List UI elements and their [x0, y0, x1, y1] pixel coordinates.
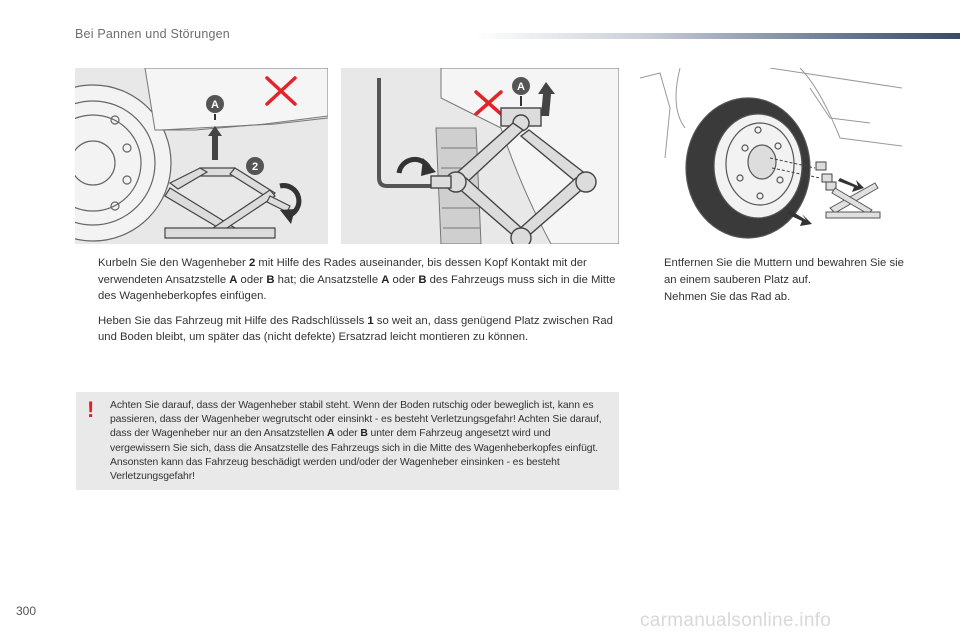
warning-text: Achten Sie darauf, dass der Wagenheber stabil steht. Wenn der Boden rutschig oder beweglich ist, kann es passieren, dass der Wagenheber wegrutscht oder einsinkt - es besteht Verletzungsgefahr! Achten Sie darauf, dass der Wagenheber nur an den Ansatzstellen A oder B unter dem Fahrzeug angesetzt wird und vergewissern Sie sich, dass die Ansatzstelle des Fahrzeugs sich in die Mitte des Wagenheberkopfes einfügt. Ansonsten kann das Fahrzeug beschädigt werden und/oder der Wagenheber einsinken - es besteht Verletzungsgefahr! [110, 400, 602, 483]
instruction-step-crank-jack [76, 255, 621, 305]
svg-text:A: A [517, 81, 525, 93]
spare-wheel-drawing [686, 98, 810, 238]
svg-text:2: 2 [251, 161, 259, 173]
scissor-jack-drawing [165, 168, 290, 238]
svg-text:A: A [211, 99, 219, 111]
instruction-step-remove-nuts [642, 255, 904, 288]
warning-exclamation-icon: ! [87, 397, 95, 422]
wheel-removal-illustration [640, 68, 902, 244]
rotate-arrow-icon [399, 158, 436, 176]
instructions-right-column [642, 255, 904, 307]
step-text: Kurbeln Sie den Wagenheber 2 mit Hilfe des Rades auseinander, bis dessen Kopf Kontakt mit der verwendeten Ansatzstelle A oder B hat; die Ansatzstelle A oder B des Fahrzeugs muss sich in die Mitte des Wagenheberkopfes einfügen. [98, 257, 616, 302]
section-header-bar [475, 33, 960, 39]
safety-warning-box [76, 392, 619, 490]
instruction-step-lift-vehicle [76, 313, 621, 346]
instruction-step-remove-wheel [642, 289, 904, 306]
step-text: Nehmen Sie das Rad ab. [664, 291, 791, 303]
step-text: Heben Sie das Fahrzeug mit Hilfe des Radschlüssels 1 so weit an, dass genügend Platz zwischen Rad und Boden bleibt, um später das (nicht defekte) Ersatzrad leicht montieren zu können. [98, 314, 613, 343]
instructions-left-column [76, 255, 621, 354]
section-header-title: Bei Pannen und Störungen [75, 27, 230, 41]
jack-crank-illustration [341, 68, 619, 244]
point-2-marker [246, 157, 264, 175]
jack-placement-illustration [75, 68, 328, 244]
site-watermark: carmanualsonline.info [640, 610, 832, 631]
page-number: 300 [16, 604, 37, 618]
lift-up-arrow-icon [208, 126, 222, 160]
step-text: Entfernen Sie die Muttern und bewahren Sie sie an einem sauberen Platz auf. [664, 257, 904, 286]
